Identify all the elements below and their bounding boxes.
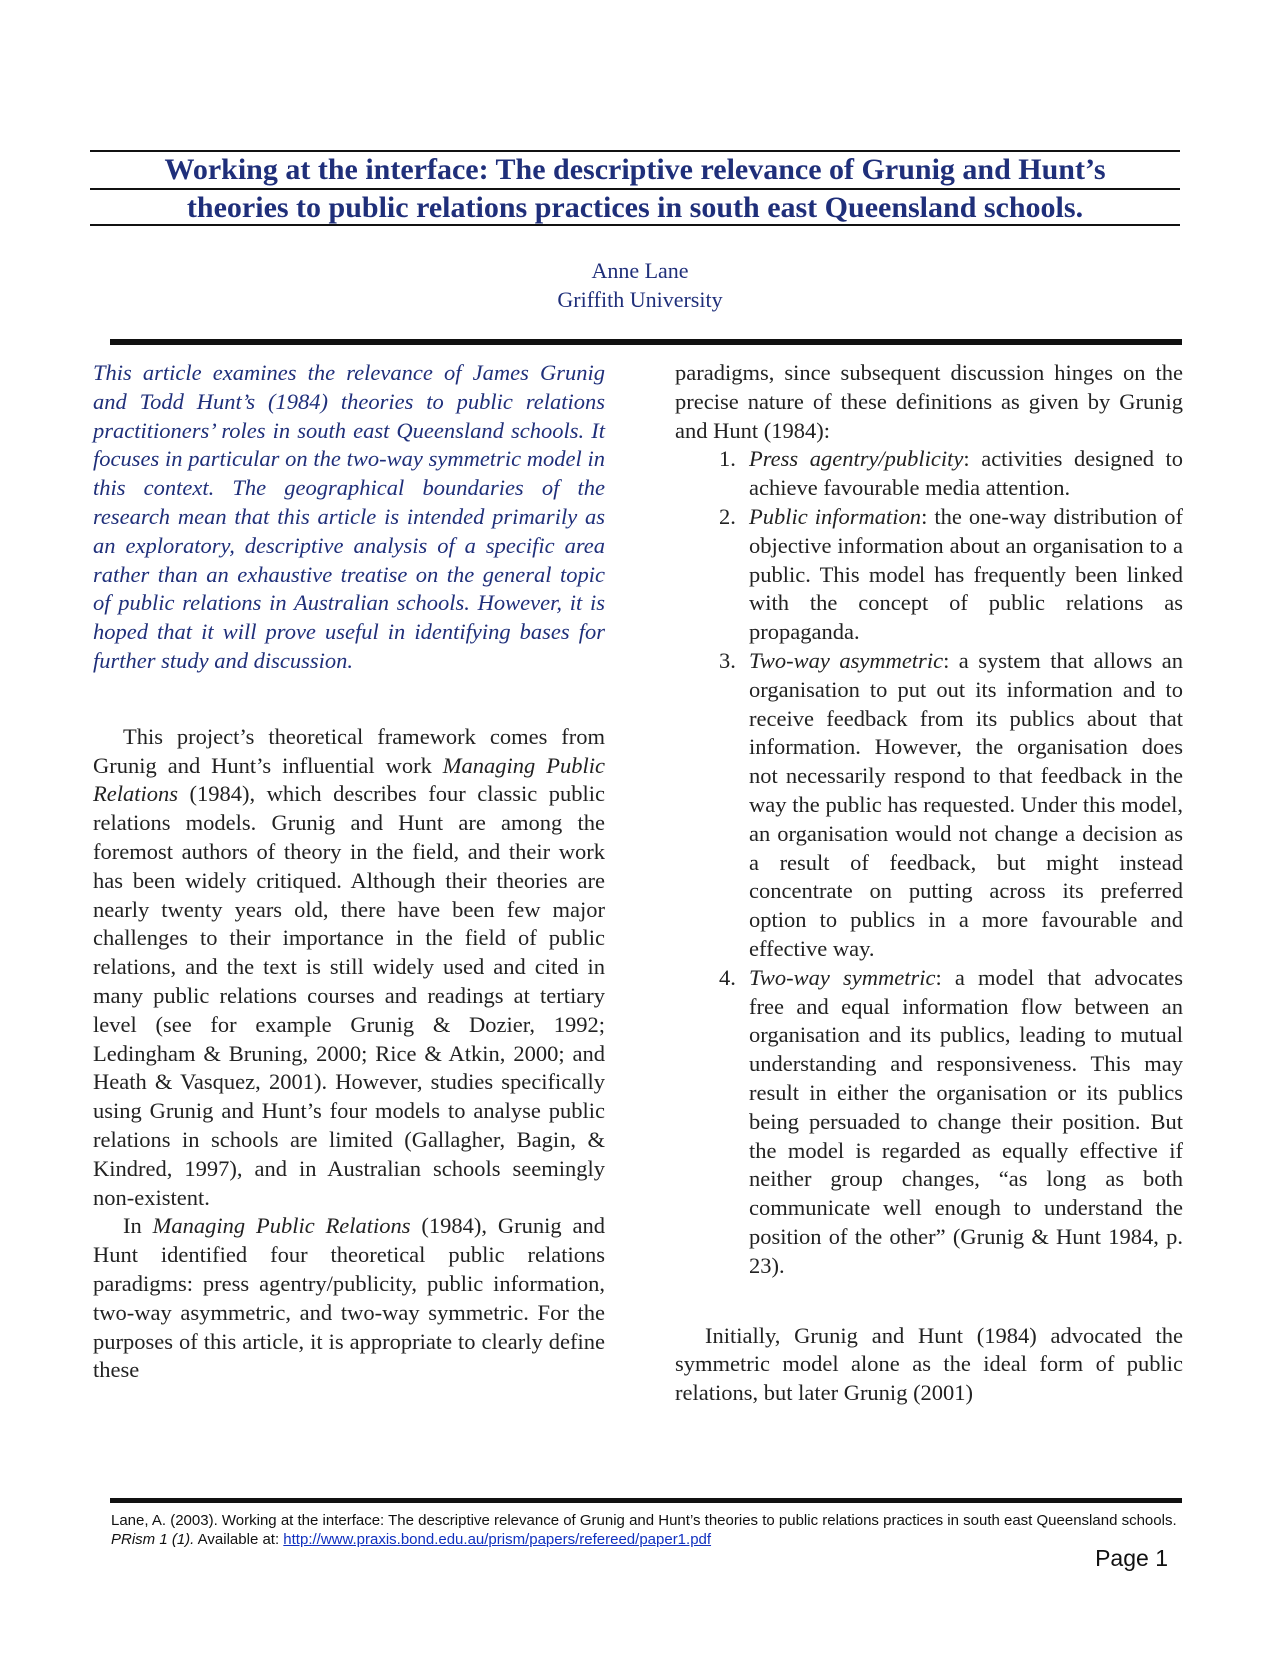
title-bottom-rule [90,224,1180,226]
paragraph-paradigms: In Managing Public Relations (1984), Grunig and Hunt identified four theoretical public relations paradigms: press agentry/publicity, public information, two-way asymmetric, and two-way symmetric. For the purposes of this article, it is appropriate to clearly define these [93,1213,605,1383]
left-column [93,359,605,1385]
paradigms-intro: paradigms, since subsequent discussion hinges on the precise nature of these definitions as given by Grunig and Hunt (1984): [675,360,1183,443]
book-title: Managing Public Relations [93,752,605,807]
list-item: 3. Two-way asymmetric: a system that allows an organisation to put out its information and to receive feedback from its publics about that information. However, the organisation does not necessarily respond to that feedback in the way the public has requested. Under this model, an organisation would not change a decision as a result of feedback, but might instead concentrate on putting across its preferred option to publics in a more favourable and effective way. [719,647,1183,961]
paragraph-framework: This project’s theoretical framework comes from Grunig and Hunt’s influential work Managing Public Relations (1984), which describes four classic public relations models. Grunig and Hunt are among the foremost authors of theory in the field, and their work has been widely critiqued. Although their theories are nearly twenty years old, there have been few major challenges to their importance in the field of public relations, and the text is still widely used and cited in many public relations courses and readings at tertiary level (see for example Grunig & Dozier, 1992; Ledingham & Bruning, 2000; Rice & Atkin, 2000; and Heath & Vasquez, 2001). However, studies specifically using Grunig and Hunt’s four models to analyse public relations in schools are limited (Gallagher, Bagin, & Kindred, 1997), and in Australian schools seemingly non-existent. [93,723,605,1210]
title-line-2: theories to public relations practices in south east Queensland schools. [186,191,1084,224]
list-item: 1. Press agentry/publicity: activities designed to achieve favourable media attention. [719,446,1183,501]
header-thick-rule [110,339,1182,345]
footer-citation: Lane, A. (2003). Working at the interface: The descriptive relevance of Grunig and Hunt’s theories to public relations practices in south east Queensland schools. PRism 1 (1). Available at: http://www.praxis.bond.edu.au/prism/papers/refereed/paper1.pdf [111,1512,1177,1548]
title-line-1: Working at the interface: The descriptive relevance of Grunig and Hunt’s [164,153,1106,186]
abstract: This article examines the relevance of James Grunig and Todd Hunt’s (1984) theories to public relations practitioners’ roles in south east Queensland schools. It focuses in particular on the two-way symmetric model in this context. The geographical boundaries of the research mean that this article is intended primarily as an exploratory, descriptive analysis of a specific area rather than an exhaustive treatise on the general topic of public relations in Australian schools. However, it is hoped that it will prove useful in identifying bases for further study and discussion. [93,360,605,673]
paragraph-closing: Initially, Grunig and Hunt (1984) advocated the symmetric model alone as the ideal form of public relations, but later Grunig (2001) [675,1322,1183,1406]
models-list [675,445,1183,1280]
list-item: 4. Two-way symmetric: a model that advocates free and equal information flow between an organisation and its publics, leading to mutual understanding and responsiveness. This may result in either the organisation or its publics being persuaded to change their position. But the model is regarded as equally effective if neither group changes, “as long as both communicate well enough to understand the position of the other” (Grunig & Hunt 1984, p. 23). [719,964,1184,1278]
right-column [675,359,1183,1408]
journal-name: PRism 1 (1). [111,1531,195,1548]
page-number: Page 1 [1095,1545,1168,1571]
list-item: 2. Public information: the one-way distribution of objective information about an organisation to a public. This model has frequently been linked with the concept of public relations as propaganda. [719,503,1184,645]
footer-thick-rule [110,1498,1182,1503]
author-affiliation: Griffith University [557,287,723,312]
author-name: Anne Lane [591,258,689,283]
book-title: Managing Public Relations [152,1213,411,1239]
paper-link[interactable]: http://www.praxis.bond.edu.au/prism/papers/refereed/paper1.pdf [283,1531,712,1548]
